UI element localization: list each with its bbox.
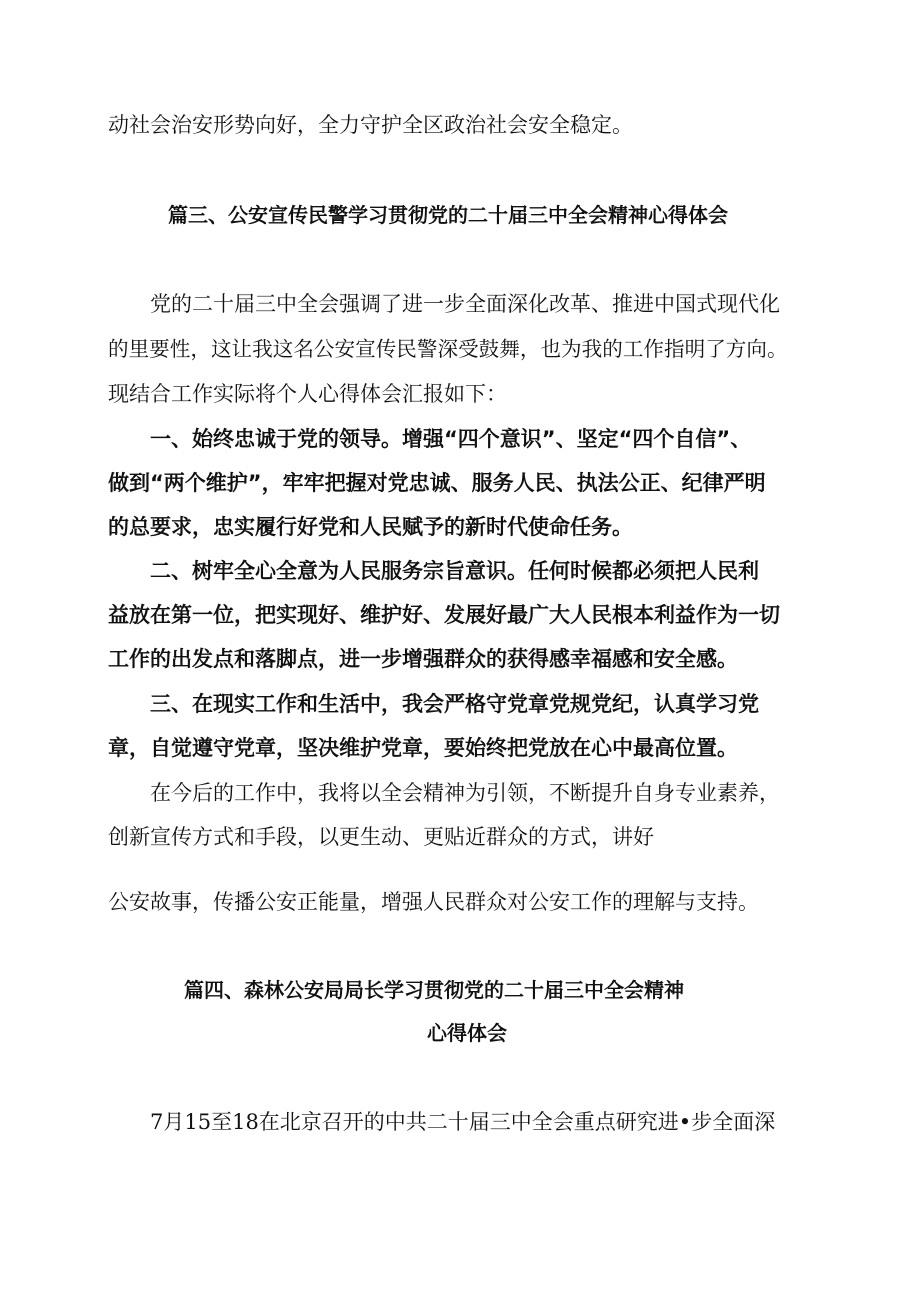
text-line: 公安故事，传播公安正能量，增强人民群众对公安工作的理解与支持。 xyxy=(108,890,759,914)
section-title: 心得体会 xyxy=(427,1021,507,1045)
text-line: 的里要性，这让我这名公安宣传民警深受鼓舞，也为我的工作指明了方向。 xyxy=(108,337,788,361)
text-line: 动社会治安形势向好，全力守护全区政治社会安全稳定。 xyxy=(108,113,633,137)
text-line: 做到“两个维护”，牢牢把握对党忠诚、服务人民、执法公正、纪律严明 xyxy=(108,471,766,495)
text-line: 一、始终忠诚于党的领导。增强“四个意识”、坚定“四个自信”、 xyxy=(150,427,752,451)
text-line: 三、在现实工作和生活中，我会严格守党章党规党纪，认真学习党 xyxy=(150,692,759,716)
text-line: 二、树牢全心全意为人民服务宗旨意识。任何时候都必须把人民利 xyxy=(150,559,759,583)
section-title: 篇三、公安宣传民警学习贯彻党的二十届三中全会精神心得体会 xyxy=(168,203,728,227)
text-line: 的总要求，忠实履行好党和人民赋予的新时代使命任务。 xyxy=(108,515,633,539)
text-line: 益放在第一位，把实现好、维护好、发展好最广大人民根本利益作为一切 xyxy=(108,603,780,627)
text-line: 章，自觉遵守党章，坚决维护党章，要始终把党放在心中最高位置。 xyxy=(108,736,738,760)
section-title: 篇四、森林公安局局长学习贯彻党的二十届三中全会精神 xyxy=(184,978,684,1002)
text-line: 创新宣传方式和手段，以更生动、更贴近群众的方式，讲好 xyxy=(108,825,654,849)
text-line: 现结合工作实际将个人心得体会汇报如下： xyxy=(108,382,507,406)
text-line: 工作的出发点和落脚点，进一步增强群众的获得感幸福感和安全感。 xyxy=(108,647,738,671)
text-line: 7月15至18在北京召开的中共二十届三中全会重点研究进•步全面深 xyxy=(150,1110,776,1134)
text-line: 在今后的工作中，我将以全会精神为引领，不断提升自身专业素养， xyxy=(150,781,780,805)
text-line: 党的二十届三中全会强调了进一步全面深化改革、推进中国式现代化 xyxy=(150,292,780,316)
